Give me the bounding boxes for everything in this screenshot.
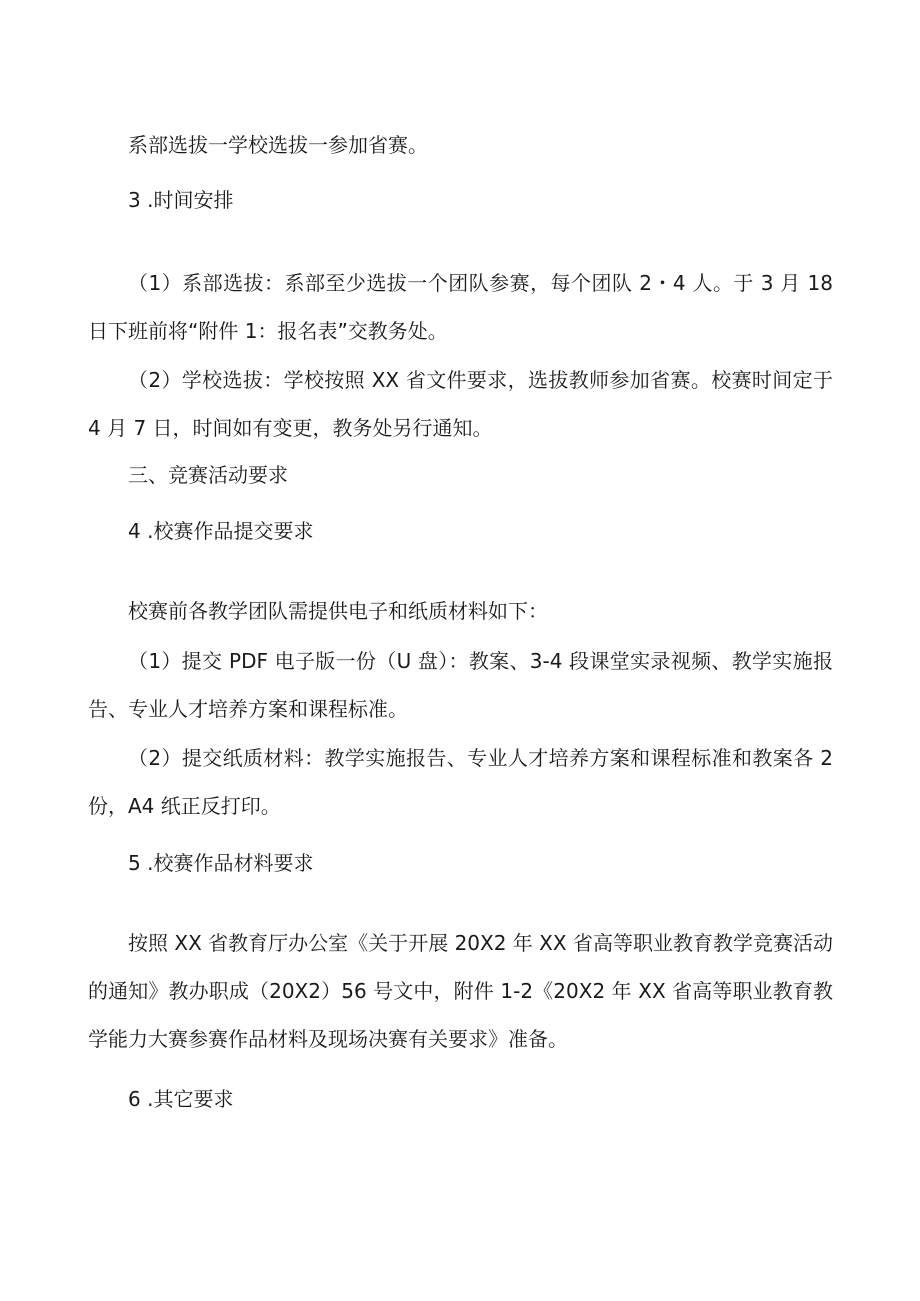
materials-intro-text: 校赛前各教学团队需提供电子和纸质材料如下： bbox=[128, 599, 548, 623]
heading-material-requirements: 5 .校赛作品材料要求 bbox=[128, 851, 314, 875]
heading-other-requirements: 6 .其它要求 bbox=[128, 1087, 234, 1111]
selection-flow-text: 系部选拔一学校选拔一参加省赛。 bbox=[128, 133, 428, 157]
paper-submission-paragraph: （2）提交纸质材料：教学实施报告、专业人才培养方案和课程标准和教案各 2 份，A4 纸正反打印。 bbox=[88, 746, 833, 818]
heading-time-arrangement: 3 .时间安排 bbox=[128, 188, 234, 212]
heading-submission-requirements: 4 .校赛作品提交要求 bbox=[128, 519, 314, 543]
section-heading-requirements: 三、竞赛活动要求 bbox=[128, 463, 288, 487]
electronic-submission-paragraph: （1）提交 PDF 电子版一份（U 盘）：教案、3-4 段课堂实录视频、教学实施报告、专业人才培养方案和课程标准。 bbox=[88, 649, 833, 721]
dept-selection-paragraph: （1）系部选拔：系部至少选拔一个团队参赛，每个团队 2・4 人。于 3 月 18 日下班前将“附件 1：报名表”交教务处。 bbox=[88, 271, 833, 343]
school-selection-paragraph: （2）学校选拔：学校按照 XX 省文件要求，选拔教师参加省赛。校赛时间定于 4 月 7 日，时间如有变更，教务处另行通知。 bbox=[88, 368, 833, 440]
material-requirements-paragraph: 按照 XX 省教育厅办公室《关于开展 20X2 年 XX 省高等职业教育教学竞赛活动的通知》教办职成（20X2）56 号文中，附件 1-2《20X2 年 XX 省高等职业教育教学能力大赛参赛作品材料及现场决赛有关要求》准备。 bbox=[88, 931, 833, 1051]
